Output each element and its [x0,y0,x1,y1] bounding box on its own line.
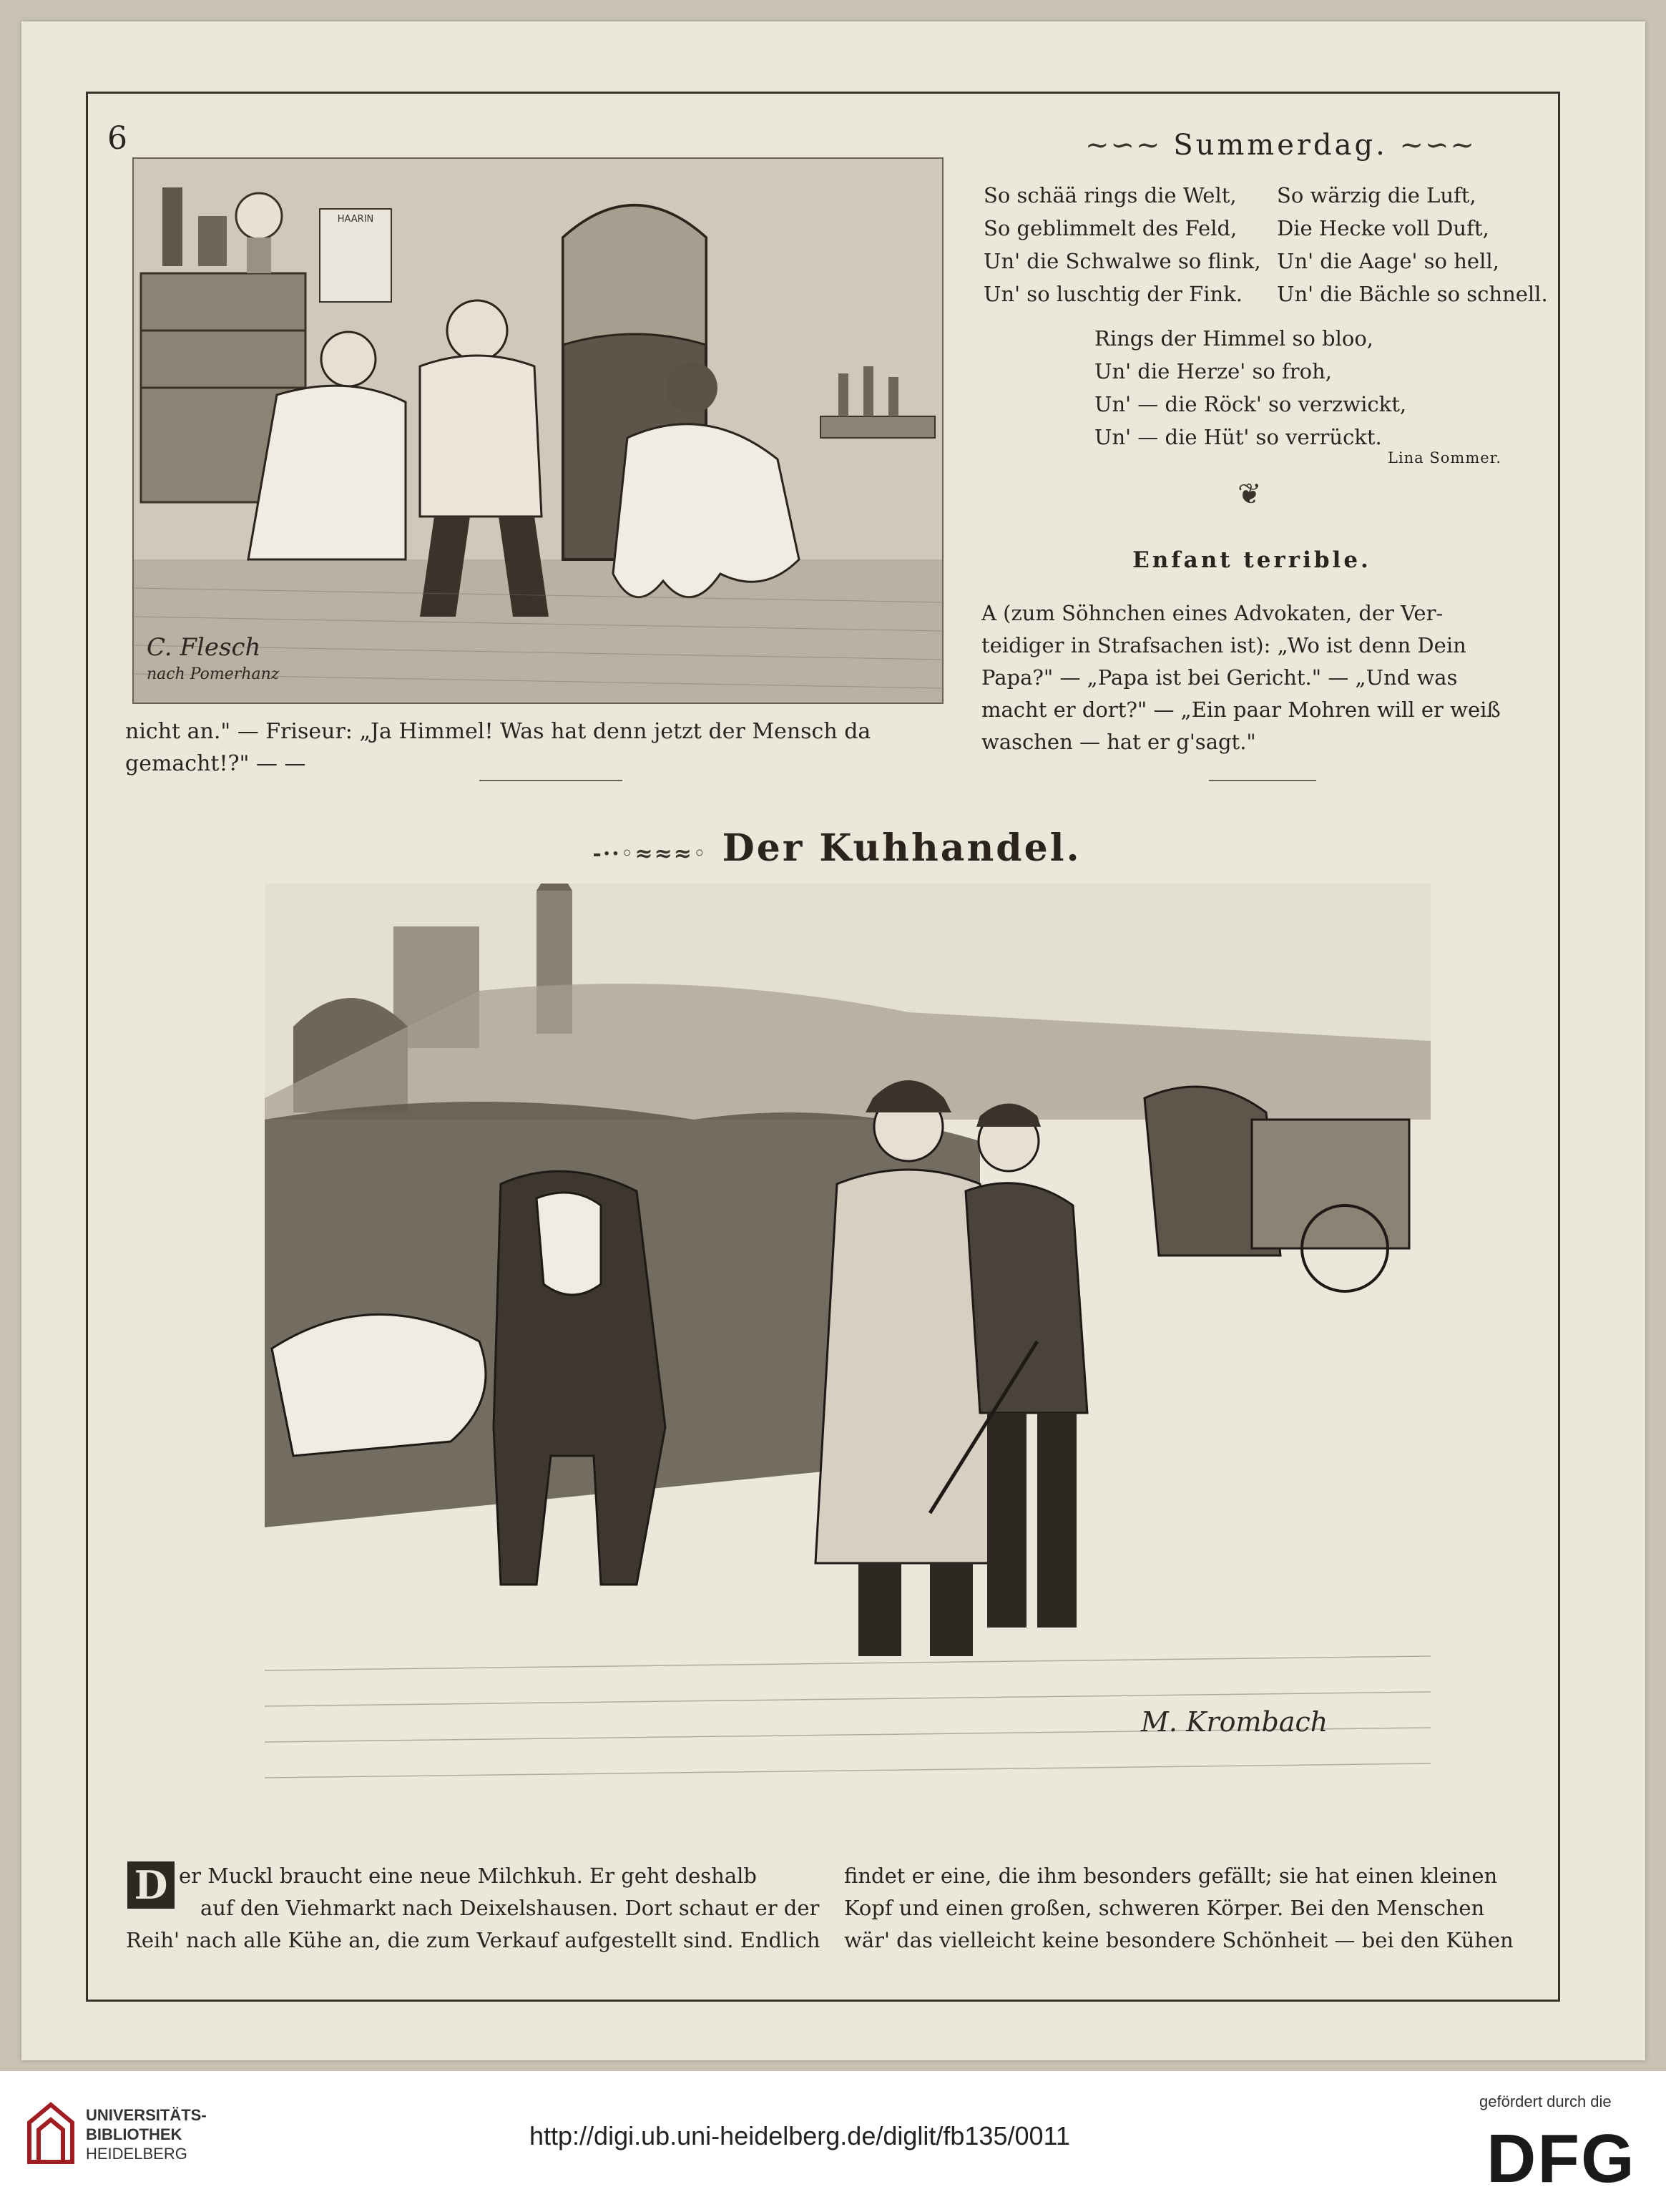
caption-line-1: nicht an." — Friseur: „Ja Himmel! Was hat denn jetzt der Mensch da [125,719,871,744]
kuhhandel-text-col1-last [126,1924,820,1957]
poem-title [1066,129,1495,162]
library-name-line: BIBLIOTHEK [86,2125,182,2143]
illustration-signature-1: C. Flesch [147,633,261,662]
poem-line: So schää rings die Welt, [984,183,1237,207]
poem-title-text: Summerdag. [1173,129,1388,162]
prose-line: Kopf und einen großen, schweren Körper. Bei den Menschen [844,1896,1485,1920]
ornament-left: -··◦≈≈≈◦ [592,841,707,866]
ornament-left: ~∽~ [1084,129,1162,162]
kuhhandel-text-col1 [179,1860,820,1924]
enfant-terrible-text [981,597,1511,758]
prose-line: findet er eine, die ihm besonders gefällt; sie hat einen kleinen [844,1864,1498,1888]
enfant-terrible-title: Enfant terrible. [1132,547,1371,573]
poem-line: Rings der Himmel so bloo, [1094,326,1374,351]
prose-line: teidiger in Strafsachen ist): „Wo ist denn Dein [981,633,1466,657]
library-name-line: UNIVERSITÄTS- [86,2106,207,2124]
prose-line: Reih' nach alle Kühe an, die zum Verkauf aufgestellt sind. Endlich [126,1928,820,1952]
funder-logo: DFG [1486,2120,1636,2197]
ornament-right: ~∽~ [1399,129,1476,162]
prose-line: auf den Viehmarkt nach Deixelshausen. Dort schaut er der [200,1896,820,1920]
library-name-line: HEIDELBERG [86,2145,187,2163]
poster-text: HAARIN [337,214,374,225]
source-url-link[interactable]: http://digi.ub.uni-heidelberg.de/diglit/fb135/0011 [529,2121,1070,2150]
cattle-market-illustration [265,884,1431,1839]
drop-cap: D [127,1861,175,1909]
poem-line: Un' die Herze' so froh, [1094,359,1332,383]
section-divider-left [479,780,622,781]
poem-line: Un' die Aage' so hell, [1277,249,1499,273]
poem-line: Un' die Bächle so schnell. [1277,282,1548,306]
illustration-signature-2: nach Pomerhanz [147,665,280,683]
poem-line: Un' die Schwalwe so flink, [984,249,1261,273]
poem-line: Un' — die Hüt' so verrückt. [1094,425,1382,449]
funded-by-label: gefördert durch die [1479,2093,1612,2110]
section-divider-right [1209,780,1316,781]
barber-illustration [132,157,944,704]
library-name [86,2105,207,2163]
poem-stanza-2 [1094,322,1406,454]
kuhhandel-signature: M. Krombach [1141,1706,1328,1738]
page-number: 6 [107,120,127,157]
kuhhandel-title-text: Der Kuhhandel. [722,826,1082,870]
fleuron-ornament: ❦ [1238,478,1262,511]
prose-line: A (zum Söhnchen eines Advokaten, der Ver- [981,601,1444,625]
poem-author: Lina Sommer. [1388,449,1502,466]
poem-line: Un' so luschtig der Fink. [984,282,1243,306]
poem-stanza-1-col1 [984,179,1261,310]
poem-line: Un' — die Röck' so verzwickt, [1094,392,1407,416]
poem-line: So geblimmelt des Feld, [984,216,1238,240]
prose-line: wär' das vielleicht keine besondere Schönheit — bei den Kühen [844,1928,1514,1952]
prose-line: er Muckl braucht eine neue Milchkuh. Er geht deshalb [179,1864,757,1888]
prose-line: waschen — hat er g'sagt." [981,730,1256,754]
caption-line-2: gemacht!?" — — [125,751,306,776]
poem-line: Die Hecke voll Duft, [1277,216,1489,240]
prose-line: Papa?" — „Papa ist bei Gericht." — „Und was [981,665,1458,690]
footer-bar [0,2071,1666,2212]
poem-line: So wärzig die Luft, [1277,183,1476,207]
poem-stanza-1-col2 [1277,179,1548,310]
prose-line: macht er dort?" — „Ein paar Mohren will er weiß [981,698,1501,722]
library-logo-icon [26,2101,76,2165]
kuhhandel-text-col2 [844,1860,1524,1957]
